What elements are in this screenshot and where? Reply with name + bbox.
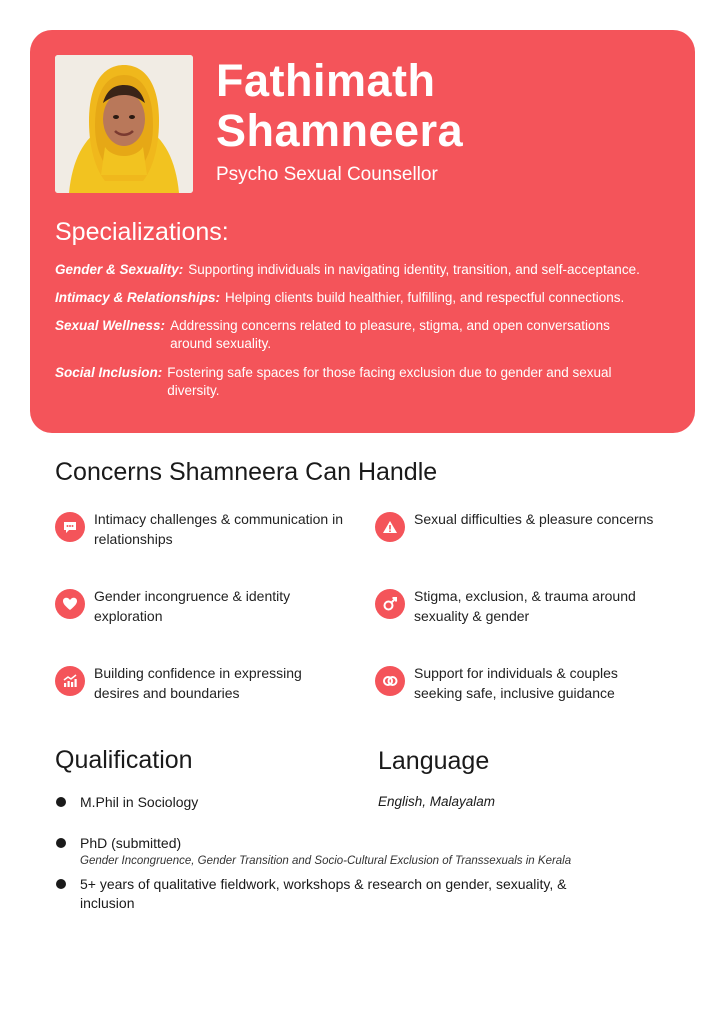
gender-symbol-icon [375, 589, 405, 619]
language-value: English, Malayalam [378, 794, 496, 809]
specialization-item [55, 364, 655, 400]
bullet-icon [56, 838, 66, 848]
specialization-item [55, 317, 655, 353]
specialization-label: Intimacy & Relationships: [55, 290, 221, 305]
specialization-text: Fostering safe spaces for those facing exclusion due to gender and sexual diversity. [167, 365, 612, 398]
concern-text: Building confidence in expressing desires and boundaries [94, 665, 302, 701]
profile-photo [55, 55, 193, 193]
concerns-heading: Concerns Shamneera Can Handle [55, 458, 438, 486]
specialization-text: Supporting individuals in navigating identity, transition, and self-acceptance. [188, 262, 640, 277]
qualification-item [56, 875, 616, 913]
concern-item [55, 664, 355, 703]
concern-text: Sexual difficulties & pleasure concerns [414, 511, 654, 527]
qualification-item [56, 793, 198, 812]
concern-text: Gender incongruence & identity exploration [94, 588, 291, 624]
specialization-item [55, 261, 685, 279]
qualification-text: M.Phil in Sociology [80, 794, 199, 810]
qualification-heading: Qualification [55, 746, 193, 774]
language-heading: Language [378, 747, 490, 775]
concern-text: Intimacy challenges & communication in relationships [94, 511, 344, 547]
specialization-text: Addressing concerns related to pleasure, stigma, and open conversations around sexuality. [170, 318, 610, 351]
profile-header-card [30, 30, 695, 433]
growth-chart-icon [55, 666, 85, 696]
heart-icon [55, 589, 85, 619]
concern-item [375, 587, 675, 626]
name-first: Fathimath [216, 55, 436, 106]
name-last: Shamneera [216, 105, 464, 156]
concern-text: Support for individuals & couples seeking safe, inclusive guidance [414, 665, 618, 701]
person-name [216, 56, 676, 156]
specialization-item [55, 289, 685, 307]
bullet-icon [56, 797, 66, 807]
concern-item [375, 510, 675, 542]
qualification-text: PhD (submitted) [80, 835, 182, 851]
portrait-image [55, 55, 193, 193]
bullet-icon [56, 879, 66, 889]
concern-item [55, 510, 355, 549]
specialization-label: Social Inclusion: [55, 365, 163, 380]
chat-bubble-icon [55, 512, 85, 542]
warning-icon [375, 512, 405, 542]
specialization-text: Helping clients build healthier, fulfilling, and respectful connections. [225, 290, 625, 305]
concern-item [55, 587, 355, 626]
concern-text: Stigma, exclusion, & trauma around sexuality & gender [414, 588, 636, 624]
linked-rings-icon [375, 666, 405, 696]
qualification-item [56, 834, 571, 869]
specialization-label: Sexual Wellness: [55, 318, 166, 333]
specialization-label: Gender & Sexuality: [55, 262, 184, 277]
concern-item [375, 664, 675, 703]
job-title: Psycho Sexual Counsellor [216, 164, 438, 185]
specializations-heading: Specializations: [55, 218, 229, 246]
thesis-title: Gender Incongruence, Gender Transition and Socio-Cultural Exclusion of Transsexuals in Kerala [80, 855, 572, 867]
qualification-text: 5+ years of qualitative fieldwork, workshops & research on gender, sexuality, & inclusion [80, 876, 567, 911]
